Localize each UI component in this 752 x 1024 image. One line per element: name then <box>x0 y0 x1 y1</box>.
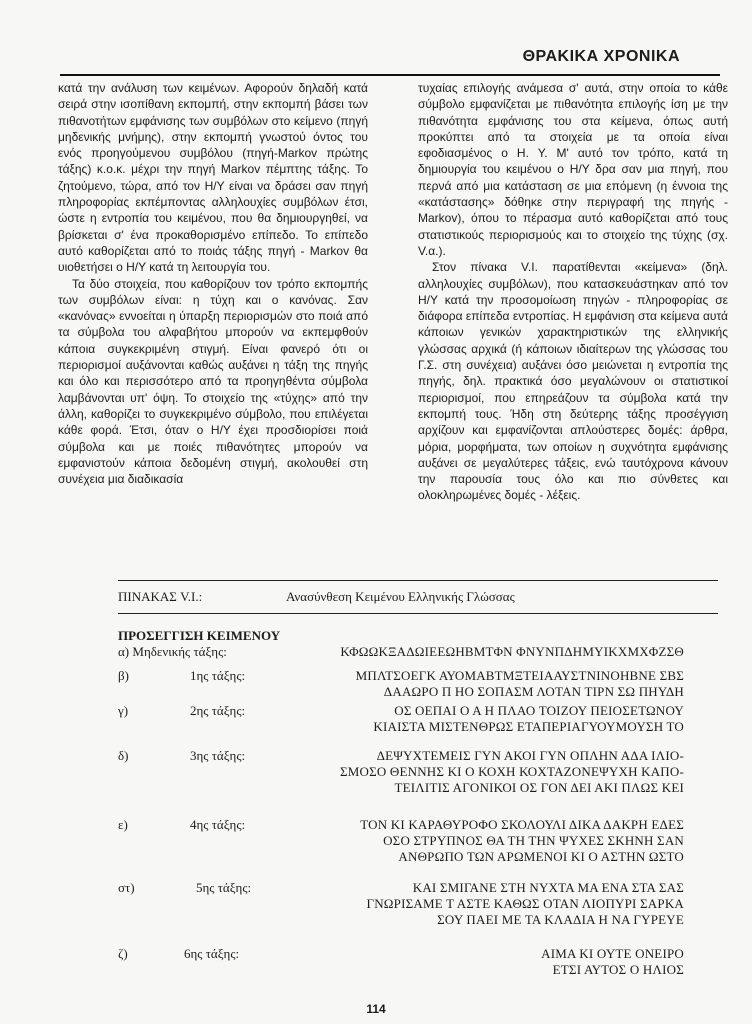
row-letter: δ) <box>118 748 129 763</box>
paragraph: κατά την ανάλυση των κειμένων. Αφορούν δηλαδή κατά σειρά στην ισοπίθανη εκπομπή, στην εκπομπή βάσει των πιθανοτήτων εμφάνισης των συμβόλων στο κείμενο (πηγή μηδενικής μνήμης), στην εκπομπή γνωστού όντος του ενός προηγούμενου συμβόλου (πηγή-Markov πρώτης τάξης) κ.ο.κ. μέχρι την πηγή Markov πέμπτης τάξης. Το ζητούμενο, τώρα, από τον Η/Υ είναι να δράσει σαν πηγή πληροφορίας εκπέμποντας αλληλουχίες συμβόλων έτσι, ώστε η εντροπία του κειμένου, που θα δημιουργηθεί, να βρίσκεται σ' ένα προκαθορισμένο επίπεδο. Το επίπεδο αυτό καθορίζεται από το ποιάς τάξης πηγή - Markov θα υιοθετήσει ο Η/Υ κατά τη λειτουργία του. <box>58 81 368 275</box>
paragraph: Τα δύο στοιχεία, που καθορίζουν τον τρόπο εκπομπής των συμβόλων είναι: η τύχη και ο κανόνας. Σαν «κανόνας» εννοείται η ύπαρξη περιορισμών στο ποιά από τα σύμβολα του αλφαβήτου μπορούν να εκπεμφθούν κάποια συγκεκριμένη στιγμή. Είναι φανερό ότι οι περιορισμοί αυξάνονται καθώς αυξάνει η τάξη της πηγής και όλο και περισσότερο από τα προηγηθέντα σύμβολα λαμβάνονται υπ' όψη. Το στοιχείο της «τύχης» από την άλλη, καθορίζει το συγκεκριμένο σύμβολο, που επιλέγεται κάθε φορά. Έτσι, όταν ο Η/Υ έχει προσδιορίσει ποιά σύμβολα και με ποιές πιθανότητες μπορούν να εμφανιστούν κάποια δεδομένη στιγμή, ακολουθεί στη συνέχεια μια διαδικασία <box>58 276 368 487</box>
table-caption: Ανασύνθεση Κειμένου Ελληνικής Γλώσσας <box>286 589 515 604</box>
table-rule-bottom <box>118 613 718 614</box>
sample-line: ΑΝΘΡΩΠΟ ΤΩΝ ΑΡΩΜΕΝΟΙ ΚΙ Ο ΑΣΤΗΝ ΩΣΤΟ <box>398 849 684 864</box>
sample-line: ΤΟΝ ΚΙ ΚΑΡΑΘΥΡΟΦΟ ΣΚΟΛΟΥΛΙ ΔΙΚΑ ΔΑΚΡΗ ΕΔΕΣ <box>360 817 684 832</box>
table-label: ΠΙΝΑΚΑΣ V.I.: <box>118 589 203 604</box>
row-sample-text <box>360 817 684 865</box>
row-order-label: 1ης τάξης: <box>190 668 246 683</box>
paragraph: Στον πίνακα V.I. παρατίθενται «κείμενα» (δηλ. αλληλουχίες συμβόλων), που κατασκευάστηκαν από τον Η/Υ κατά την προσομοίωση πηγών - πληροφορίας σε διάφορα επίπεδα εντροπίας. Η εμφάνιση στα κείμενα αυτά κάποιων γενικών χαρακτηριστικών της ελληνικής γλώσσας αρχικά (ή κάποιων ιδιαίτερων της γλώσσας του Γ.Σ. στη συνέχεια) αυξάνει όσο μειώνεται η εντροπία της πηγής, δηλ. πρακτικά όσο μεγαλώνουν οι στατιστικοί περιορισμοί, που επηρεάζουν τα σύμβολα κατά την εκπομπή τους. Ήδη στη δεύτερης τάξης προσέγγιση αρχίζουν και εμφανίζονται απλούστερες δομές: άρθρα, μόρια, μορφήματα, των οποίων η συχνότητα εμφάνισης αυξάνει σε μεγαλύτερες τάξεις, ενώ ταυτόχρονα κάνουν την παρουσία τους όλο και πιο σύνθετες και ολοκληρωμένες δομές - λέξεις. <box>418 260 728 503</box>
table-heading <box>118 587 718 607</box>
table-row <box>118 703 684 737</box>
sample-line: ΜΠΛΤΣΟΕΓΚ ΑΥΟΜΑΒΤΜΞΤΕΙΑΑΥΣΤΝΙΝΟΗΒΝΕ ΣΒΣ <box>355 668 684 683</box>
row-letter: γ) <box>118 703 129 718</box>
running-header <box>60 48 720 76</box>
sample-line: ΑΙΜΑ ΚΙ ΟΥΤΕ ΟΝΕΙΡΟ <box>541 946 684 961</box>
row-letter: β) <box>118 668 129 683</box>
table-header-block <box>118 580 718 614</box>
sample-line: ΟΣΟ ΣΤΡΥΠΝΟΣ ΘΑ ΤΗ ΤΗΝ ΨΥΧΕΣ ΣΚΗΝΗ ΣΑΝ <box>383 833 684 848</box>
sample-line: ΟΣ ΟΕΠΑΙ Ο Α Η ΠΛΑΟ ΤΟΙΖΟΥ ΠΕΙΟΣΕΤΩΝΟΥ <box>394 703 684 718</box>
paragraph: τυχαίας επιλογής ανάμεσα σ' αυτά, στην οποία το κάθε σύμβολο εμφανίζεται με πιθανότητα επιλογής ίση με την πιθανότητα εμφάνισης του στα κείμενα, όπως αυτή προκύπτει από τα στοιχεία με τα οποία είναι εφοδιασμένος ο Η. Υ. Μ' αυτό τον τρόπο, κατά τη δημιουργία του κειμένου ο Η/Υ δρα σαν μια πηγή, που περνά από μια κατάσταση σε μια επόμενη (η έννοια της «κατάστασης» δόθηκε στην περιγραφή της πηγής - Markov), όπου το πέρασμα αυτό καθορίζεται από τους στατιστικούς περιορισμούς και το στοιχείο της τύχης (σχ. V.α.). <box>418 81 728 258</box>
row-letter: ζ) <box>118 946 128 961</box>
sample-line: ΣΟΥ ΠΑΕΙ ΜΕ ΤΑ ΚΛΑΔΙΑ Η ΝΑ ΓΥΡΕΥΕ <box>437 912 684 927</box>
row-order-label: 6ης τάξης: <box>184 946 240 961</box>
sample-line: ΔΕΨΥΧΤΕΜΕΙΣ ΓΥΝ ΑΚΟΙ ΓΥΝ ΟΠΛΗΝ ΑΔΑ ΙΛΙΟ- <box>376 748 684 763</box>
table-row <box>118 880 684 932</box>
sample-line: ΓΝΩΡΙΣΑΜΕ Τ ΑΣΤΕ ΚΑΘΩΣ ΟΤΑΝ ΛΙΟΠΥΡΙ ΣΑΡΚΑ <box>366 896 684 911</box>
sample-line: ΣΜΟΣΟ ΘΕΝΝΗΣ ΚΙ Ο ΚΟΧΗ ΚΟΧΤΑΖΟΝΕΨΥΧΗ ΚΑΠΟ- <box>339 764 684 779</box>
row-letter: ε) <box>118 817 128 832</box>
page-number: 114 <box>366 1002 386 1016</box>
left-text-column <box>58 80 368 487</box>
sample-line: ΚΑΙ ΣΜΙΓΑΝΕ ΣΤΗ ΝΥΧΤΑ ΜΑ ΕΝΑ ΣΤΑ ΣΑΣ <box>412 880 684 895</box>
table-row <box>118 946 684 980</box>
row-sample-text <box>373 703 684 735</box>
row-order-label: 3ης τάξης: <box>190 748 246 763</box>
row-order-label: 2ης τάξης: <box>190 703 246 718</box>
row-letter: στ) <box>118 880 135 895</box>
table-row <box>118 668 684 702</box>
row-order-label: 5ης τάξης: <box>196 880 252 895</box>
row-sample-text <box>366 880 684 928</box>
sample-line: ΤΕΙΛΙΤΙΣ ΑΓΟΝΙΚΟΙ ΟΣ ΓΟΝ ΔΕΙ ΑΚΙ ΠΛΩΣ ΚΕΙ <box>394 780 684 795</box>
sample-line: ΚΙΑΙΣΤΑ ΜΙΣΤΕΝΘΡΩΣ ΕΤΑΠΕΡΙΑΓΥΟΥΜΟΥΣΗ ΤΟ <box>373 719 684 734</box>
sample-line: ΔΑΑΩΡΟ Π ΗΟ ΣΟΠΑΣΜ ΛΟΤΑΝ ΤΙΡΝ ΣΩ ΠΗΥΔΗ <box>383 684 684 699</box>
table-row <box>118 817 684 869</box>
section-heading: ΠΡΟΣΕΓΓΙΣΗ ΚΕΙΜΕΝΟΥ <box>118 628 281 643</box>
sample-line: ΚΦΩΩΚΞΑΔΩΙΕΕΩΗΒΜΤΦΝ ΦΝΥΝΠΔΗΜΥΙΚΧΜΧΦΖΣΘ <box>340 644 684 659</box>
row-sample-text <box>541 946 684 978</box>
table-rule-top <box>118 580 718 581</box>
row-order-label: α) Μηδενικής τάξης: <box>118 644 227 659</box>
table-row <box>118 748 684 800</box>
right-text-column <box>418 80 728 504</box>
row-sample-text <box>356 668 684 700</box>
row-sample-text <box>340 748 684 796</box>
table-row <box>118 644 684 662</box>
row-order-label: 4ης τάξης: <box>190 817 246 832</box>
row-sample-text <box>340 644 684 660</box>
sample-line: ΕΤΣΙ ΑΥΤΟΣ Ο ΗΛΙΟΣ <box>552 962 684 977</box>
journal-title: ΘΡΑΚΙΚΑ ΧΡΟΝΙΚΑ <box>522 48 680 65</box>
